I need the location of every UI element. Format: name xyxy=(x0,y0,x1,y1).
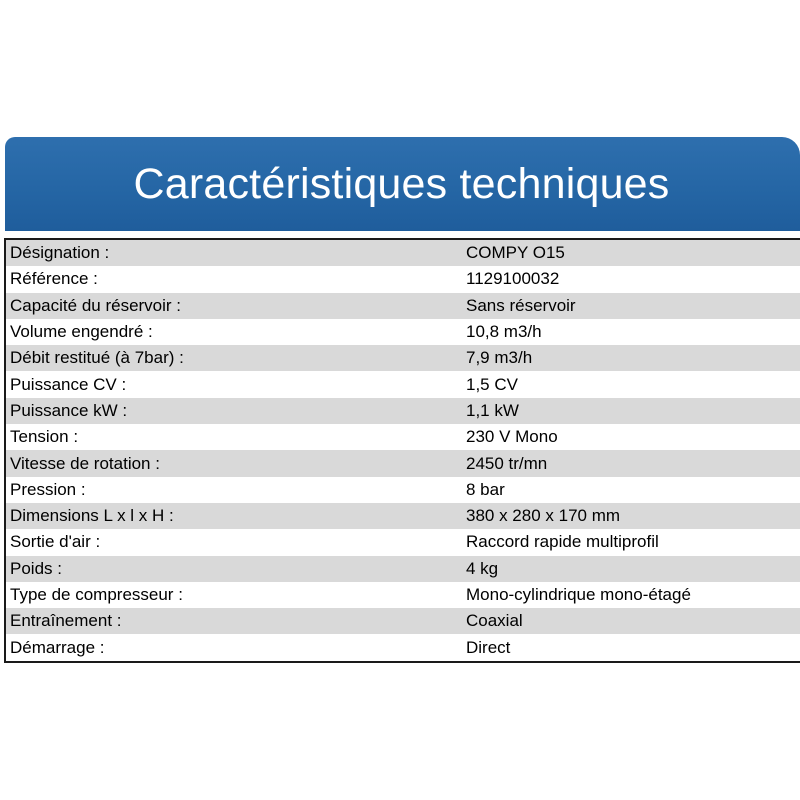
spec-row-rotation-speed xyxy=(6,450,800,476)
spec-value: 1,5 CV xyxy=(466,374,518,394)
spec-label: Capacité du réservoir : xyxy=(10,295,182,315)
spec-label: Sortie d'air : xyxy=(10,532,101,552)
spec-label: Débit restitué (à 7bar) : xyxy=(10,348,184,368)
spec-row-compressor-type xyxy=(6,582,800,608)
spec-value: 7,9 m3/h xyxy=(466,348,533,368)
spec-row-pressure xyxy=(6,477,800,503)
spec-label: Désignation : xyxy=(10,243,110,263)
spec-label: Puissance kW : xyxy=(10,400,128,420)
spec-label: Dimensions L x l x H : xyxy=(10,506,174,526)
spec-value: 230 V Mono xyxy=(466,427,558,447)
spec-value: 10,8 m3/h xyxy=(466,322,542,342)
spec-row-output-flow xyxy=(6,345,800,371)
spec-value: 1,1 kW xyxy=(466,400,519,420)
spec-row-power-kw xyxy=(6,398,800,424)
spec-table xyxy=(4,238,800,663)
title-banner xyxy=(5,137,800,231)
spec-label: Entraînement : xyxy=(10,611,122,631)
spec-value: 380 x 280 x 170 mm xyxy=(466,506,621,526)
spec-label: Pression : xyxy=(10,479,86,499)
spec-label: Type de compresseur : xyxy=(10,585,183,604)
spec-label: Volume engendré : xyxy=(10,322,153,342)
spec-label: Démarrage : xyxy=(10,637,105,657)
spec-value: Direct xyxy=(466,637,511,657)
spec-row-voltage xyxy=(6,424,800,450)
spec-value: Coaxial xyxy=(466,611,523,631)
spec-row-designation xyxy=(6,240,800,266)
spec-row-tank-capacity xyxy=(6,293,800,319)
spec-label: Puissance CV : xyxy=(10,374,127,394)
spec-value: 8 bar xyxy=(466,479,505,499)
spec-value: 4 kg xyxy=(466,558,499,578)
spec-row-power-cv xyxy=(6,371,800,397)
spec-label: Vitesse de rotation : xyxy=(10,453,160,473)
spec-value: Sans réservoir xyxy=(466,295,576,315)
spec-value: 1129100032 xyxy=(466,269,560,289)
spec-value: Raccord rapide multiprofil xyxy=(466,532,659,552)
spec-row-start xyxy=(6,634,800,660)
spec-label: Tension : xyxy=(10,427,79,447)
spec-value: COMPY O15 xyxy=(466,243,565,263)
spec-label: Référence : xyxy=(10,269,98,289)
spec-row-weight xyxy=(6,556,800,582)
spec-row-displaced-volume xyxy=(6,319,800,345)
spec-row-dimensions xyxy=(6,503,800,529)
spec-label: Poids : xyxy=(10,558,62,578)
spec-value: 2450 tr/mn xyxy=(466,453,548,473)
spec-row-drive xyxy=(6,608,800,634)
spec-row-reference xyxy=(6,266,800,292)
spec-row-air-outlet xyxy=(6,529,800,555)
spec-value: Mono-cylindrique mono-étagé xyxy=(466,585,691,604)
page-title: Caractéristiques techniques xyxy=(133,159,670,208)
